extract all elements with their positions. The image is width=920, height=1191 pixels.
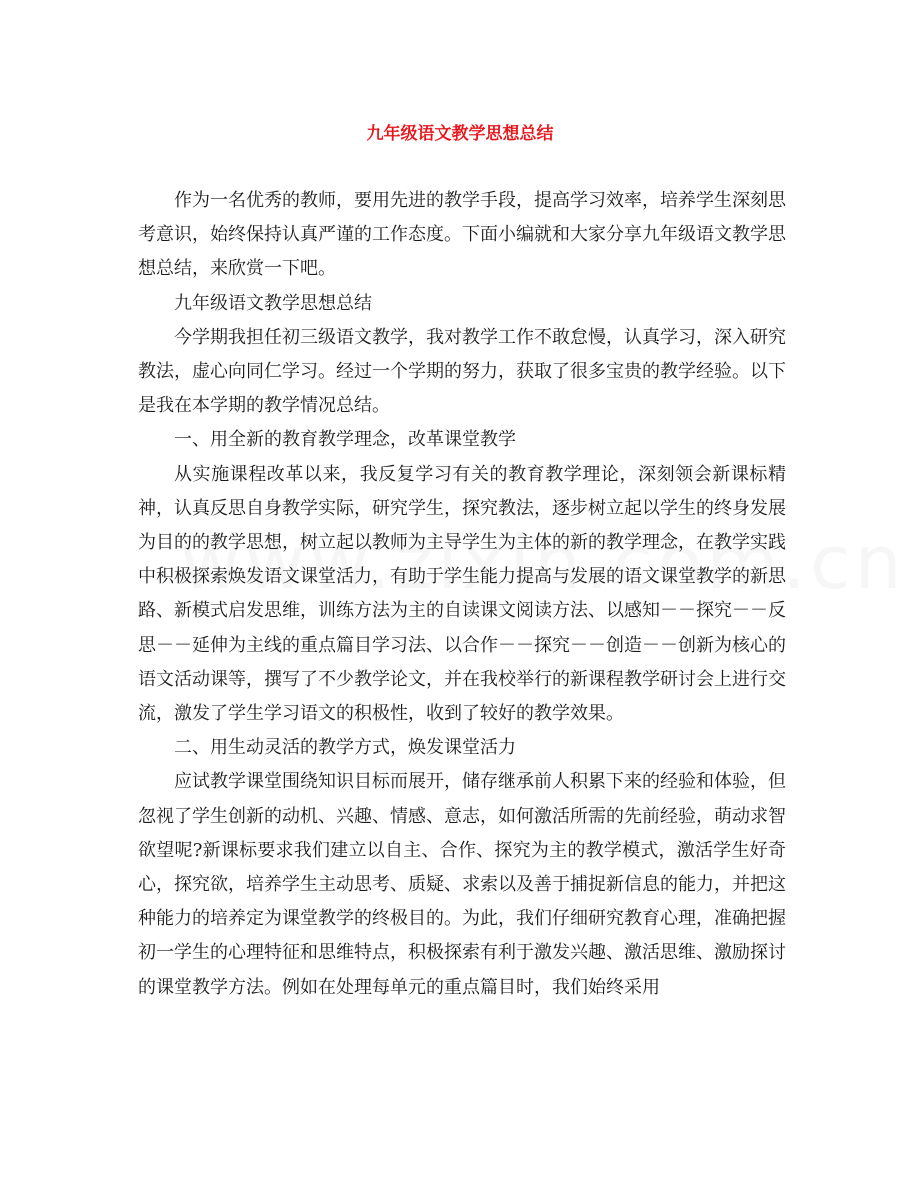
paragraph-subtitle: 九年级语文教学思想总结 — [174, 292, 372, 314]
section-heading-2: 二、用生动灵活的教学方式，焕发课堂活力 — [174, 737, 516, 759]
document-title: 九年级语文教学思想总结 — [366, 124, 554, 144]
paragraph-section-2: 应试教学课堂围绕知识目标而展开，储存继承前人积累下来的经验和体验，但忽视了学生创新的动机、兴趣、情感、意志，如何激活所需的先前经验，萌动求智欲望呢?新课标要求我们建立以自主、合作、探究为主的教学模式，激活学生好奇心，探究欲，培养学生主动思考、质疑、求索以及善于捕捉新信息的能力，并把这种能力的培养定为课堂教学的终极目的。为此，我们仔细研究教育心理，准确把握初一学生的心理特征和思维特点，积极探索有利于激发兴趣、激活思维、激励探讨的课堂教学方法。例如在处理每单元的重点篇目时，我们始终采用 — [138, 771, 786, 998]
paragraph-section-1: 从实施课程改革以来，我反复学习有关的教育教学理论，深刻领会新课标精神，认真反思自身教学实际，研究学生，探究教法，逐步树立起以学生的终身发展为目的的教学思想，树立起以教师为主导学生为主体的新的教学理念，在教学实践中积极探索焕发语文课堂活力，有助于学生能力提高与发展的语文课堂教学的新思路、新模式启发思维，训练方法为主的自读课文阅读方法、以感知－－探究－－反思－－延伸为主线的重点篇目学习法、以合作－－探究－－创造－－创新为核心的语文活动课等，撰写了不少教学论文，并在我校举行的新课程教学研讨会上进行交流，激发了学生学习语文的积极性，收到了较好的教学效果。 — [138, 463, 786, 725]
paragraph-intro: 作为一名优秀的教师，要用先进的教学手段，提高学习效率，培养学生深刻思考意识，始终保持认真严谨的工作态度。下面小编就和大家分享九年级语文教学思想总结，来欣赏一下吧。 — [138, 190, 786, 280]
document-body — [138, 184, 786, 1005]
section-heading-1: 一、用全新的教育教学理念，改革课堂教学 — [174, 429, 516, 451]
paragraph-overview: 今学期我担任初三级语文教学，我对教学工作不敢怠慢，认真学习，深入研究教法，虚心向同仁学习。经过一个学期的努力，获取了很多宝贵的教学经验。以下是我在本学期的教学情况总结。 — [138, 326, 786, 417]
